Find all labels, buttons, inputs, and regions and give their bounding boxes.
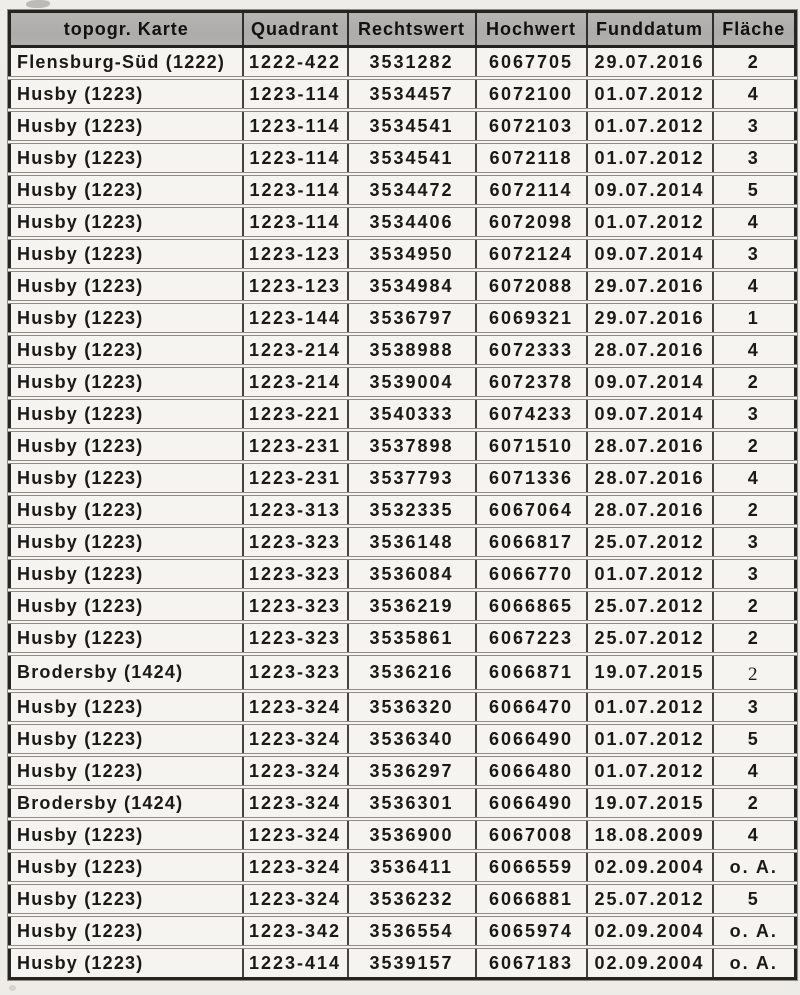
cell-hochwert: 6071510 — [476, 430, 587, 462]
cell-funddatum: 25.07.2012 — [587, 590, 713, 622]
table-row — [10, 398, 796, 430]
cell-funddatum: 09.07.2014 — [587, 398, 713, 430]
cell-rechtswert: 3537898 — [348, 430, 476, 462]
cell-quadrant: 1223-114 — [243, 174, 348, 206]
cell-funddatum: 01.07.2012 — [587, 558, 713, 590]
cell-flaeche: 2 — [713, 47, 796, 79]
cell-rechtswert: 3539157 — [348, 947, 476, 979]
cell-hochwert: 6072378 — [476, 366, 587, 398]
cell-rechtswert: 3536216 — [348, 654, 476, 691]
cell-quadrant: 1223-123 — [243, 270, 348, 302]
cell-funddatum: 25.07.2012 — [587, 883, 713, 915]
cell-flaeche: 3 — [713, 110, 796, 142]
table-row — [10, 883, 796, 915]
cell-hochwert: 6072098 — [476, 206, 587, 238]
cell-rechtswert: 3536297 — [348, 755, 476, 787]
cell-flaeche: 3 — [713, 526, 796, 558]
cell-quadrant: 1223-323 — [243, 526, 348, 558]
cell-rechtswert: 3536411 — [348, 851, 476, 883]
cell-topogr-karte: Husby (1223) — [10, 430, 243, 462]
cell-funddatum: 25.07.2012 — [587, 622, 713, 654]
cell-topogr-karte: Husby (1223) — [10, 590, 243, 622]
cell-funddatum: 29.07.2016 — [587, 47, 713, 79]
table-body — [10, 47, 796, 979]
cell-funddatum: 01.07.2012 — [587, 206, 713, 238]
cell-hochwert: 6066490 — [476, 787, 587, 819]
cell-flaeche: 2 — [713, 494, 796, 526]
cell-funddatum: 19.07.2015 — [587, 787, 713, 819]
cell-topogr-karte: Husby (1223) — [10, 558, 243, 590]
table-row — [10, 430, 796, 462]
cell-topogr-karte: Husby (1223) — [10, 526, 243, 558]
cell-funddatum: 01.07.2012 — [587, 723, 713, 755]
cell-quadrant: 1223-231 — [243, 462, 348, 494]
cell-quadrant: 1223-323 — [243, 622, 348, 654]
cell-quadrant: 1223-123 — [243, 238, 348, 270]
cell-flaeche: 4 — [713, 462, 796, 494]
cell-quadrant: 1223-324 — [243, 851, 348, 883]
cell-flaeche: 4 — [713, 755, 796, 787]
cell-rechtswert: 3534457 — [348, 78, 476, 110]
cell-hochwert: 6067064 — [476, 494, 587, 526]
cell-topogr-karte: Husby (1223) — [10, 915, 243, 947]
table-row — [10, 947, 796, 979]
cell-hochwert: 6069321 — [476, 302, 587, 334]
cell-funddatum: 02.09.2004 — [587, 851, 713, 883]
cell-hochwert: 6072333 — [476, 334, 587, 366]
cell-funddatum: 09.07.2014 — [587, 174, 713, 206]
cell-topogr-karte: Husby (1223) — [10, 691, 243, 723]
column-header-topogr-karte: topogr. Karte — [10, 12, 243, 47]
cell-quadrant: 1223-214 — [243, 366, 348, 398]
cell-topogr-karte: Brodersby (1424) — [10, 654, 243, 691]
column-header-quadrant: Quadrant — [243, 12, 348, 47]
cell-topogr-karte: Husby (1223) — [10, 947, 243, 979]
table-row — [10, 691, 796, 723]
cell-topogr-karte: Husby (1223) — [10, 142, 243, 174]
table-row — [10, 851, 796, 883]
table-row — [10, 915, 796, 947]
cell-rechtswert: 3534950 — [348, 238, 476, 270]
cell-rechtswert: 3532335 — [348, 494, 476, 526]
table-row — [10, 366, 796, 398]
cell-rechtswert: 3536219 — [348, 590, 476, 622]
cell-topogr-karte: Brodersby (1424) — [10, 787, 243, 819]
cell-rechtswert: 3539004 — [348, 366, 476, 398]
cell-flaeche: 5 — [713, 174, 796, 206]
cell-hochwert: 6066559 — [476, 851, 587, 883]
cell-flaeche: 4 — [713, 334, 796, 366]
table-row — [10, 174, 796, 206]
cell-hochwert: 6066490 — [476, 723, 587, 755]
table-row — [10, 558, 796, 590]
cell-quadrant: 1223-324 — [243, 723, 348, 755]
cell-flaeche: 4 — [713, 78, 796, 110]
column-header-funddatum: Funddatum — [587, 12, 713, 47]
cell-flaeche: o. A. — [713, 947, 796, 979]
column-header-hochwert: Hochwert — [476, 12, 587, 47]
cell-rechtswert: 3531282 — [348, 47, 476, 79]
table-row — [10, 78, 796, 110]
cell-hochwert: 6074233 — [476, 398, 587, 430]
cell-rechtswert: 3536320 — [348, 691, 476, 723]
cell-quadrant: 1223-114 — [243, 206, 348, 238]
cell-funddatum: 01.07.2012 — [587, 142, 713, 174]
cell-flaeche: 2 — [713, 366, 796, 398]
cell-hochwert: 6065974 — [476, 915, 587, 947]
cell-hochwert: 6066871 — [476, 654, 587, 691]
cell-funddatum: 29.07.2016 — [587, 270, 713, 302]
cell-rechtswert: 3534541 — [348, 110, 476, 142]
table-row — [10, 590, 796, 622]
cell-topogr-karte: Husby (1223) — [10, 110, 243, 142]
cell-hochwert: 6066865 — [476, 590, 587, 622]
cell-quadrant: 1223-324 — [243, 755, 348, 787]
cell-quadrant: 1223-231 — [243, 430, 348, 462]
cell-hochwert: 6067705 — [476, 47, 587, 79]
cell-funddatum: 28.07.2016 — [587, 462, 713, 494]
cell-quadrant: 1223-114 — [243, 142, 348, 174]
cell-funddatum: 29.07.2016 — [587, 302, 713, 334]
cell-hochwert: 6067223 — [476, 622, 587, 654]
cell-funddatum: 02.09.2004 — [587, 947, 713, 979]
table-row — [10, 787, 796, 819]
table-row — [10, 142, 796, 174]
cell-funddatum: 01.07.2012 — [587, 755, 713, 787]
cell-topogr-karte: Husby (1223) — [10, 755, 243, 787]
cell-topogr-karte: Husby (1223) — [10, 334, 243, 366]
cell-funddatum: 02.09.2004 — [587, 915, 713, 947]
cell-hochwert: 6066770 — [476, 558, 587, 590]
cell-flaeche: 3 — [713, 558, 796, 590]
cell-flaeche: 2 — [713, 787, 796, 819]
cell-topogr-karte: Husby (1223) — [10, 302, 243, 334]
cell-quadrant: 1223-414 — [243, 947, 348, 979]
cell-flaeche: 3 — [713, 142, 796, 174]
cell-topogr-karte: Husby (1223) — [10, 883, 243, 915]
cell-topogr-karte: Husby (1223) — [10, 622, 243, 654]
cell-quadrant: 1223-144 — [243, 302, 348, 334]
cell-funddatum: 28.07.2016 — [587, 494, 713, 526]
cell-rechtswert: 3536554 — [348, 915, 476, 947]
cell-flaeche: 1 — [713, 302, 796, 334]
table-row — [10, 526, 796, 558]
cell-quadrant: 1223-323 — [243, 590, 348, 622]
cell-topogr-karte: Husby (1223) — [10, 238, 243, 270]
cell-rechtswert: 3534984 — [348, 270, 476, 302]
table-row — [10, 654, 796, 691]
cell-rechtswert: 3536900 — [348, 819, 476, 851]
scan-artifact-mark — [9, 985, 16, 991]
cell-hochwert: 6067008 — [476, 819, 587, 851]
cell-rechtswert: 3536797 — [348, 302, 476, 334]
cell-rechtswert: 3538988 — [348, 334, 476, 366]
table-row — [10, 755, 796, 787]
table-row — [10, 206, 796, 238]
table-row — [10, 302, 796, 334]
cell-hochwert: 6072103 — [476, 110, 587, 142]
cell-hochwert: 6066480 — [476, 755, 587, 787]
cell-rechtswert: 3537793 — [348, 462, 476, 494]
cell-hochwert: 6072118 — [476, 142, 587, 174]
cell-flaeche: 5 — [713, 723, 796, 755]
cell-rechtswert: 3534472 — [348, 174, 476, 206]
cell-funddatum: 09.07.2014 — [587, 366, 713, 398]
cell-topogr-karte: Husby (1223) — [10, 462, 243, 494]
cell-flaeche: 4 — [713, 819, 796, 851]
cell-flaeche: 2 — [713, 622, 796, 654]
cell-quadrant: 1223-324 — [243, 787, 348, 819]
cell-funddatum: 09.07.2014 — [587, 238, 713, 270]
table-row — [10, 622, 796, 654]
cell-funddatum: 01.07.2012 — [587, 691, 713, 723]
cell-rechtswert: 3534406 — [348, 206, 476, 238]
table-row — [10, 819, 796, 851]
cell-rechtswert: 3536084 — [348, 558, 476, 590]
cell-quadrant: 1223-313 — [243, 494, 348, 526]
table-row — [10, 723, 796, 755]
cell-hochwert: 6071336 — [476, 462, 587, 494]
table-row — [10, 462, 796, 494]
cell-funddatum: 01.07.2012 — [587, 78, 713, 110]
table-row — [10, 47, 796, 79]
cell-hochwert: 6072088 — [476, 270, 587, 302]
find-records-table — [8, 10, 797, 980]
cell-flaeche: 2 — [713, 654, 796, 691]
cell-quadrant: 1223-323 — [243, 558, 348, 590]
cell-funddatum: 19.07.2015 — [587, 654, 713, 691]
cell-topogr-karte: Husby (1223) — [10, 398, 243, 430]
cell-hochwert: 6066881 — [476, 883, 587, 915]
table-row — [10, 110, 796, 142]
cell-funddatum: 01.07.2012 — [587, 110, 713, 142]
cell-quadrant: 1222-422 — [243, 47, 348, 79]
cell-quadrant: 1223-221 — [243, 398, 348, 430]
column-header-flaeche: Fläche — [713, 12, 796, 47]
cell-funddatum: 25.07.2012 — [587, 526, 713, 558]
cell-funddatum: 28.07.2016 — [587, 334, 713, 366]
cell-hochwert: 6072124 — [476, 238, 587, 270]
cell-flaeche: 4 — [713, 270, 796, 302]
cell-rechtswert: 3540333 — [348, 398, 476, 430]
cell-quadrant: 1223-342 — [243, 915, 348, 947]
cell-flaeche: o. A. — [713, 851, 796, 883]
cell-funddatum: 28.07.2016 — [587, 430, 713, 462]
cell-quadrant: 1223-114 — [243, 78, 348, 110]
cell-rechtswert: 3536301 — [348, 787, 476, 819]
table-row — [10, 494, 796, 526]
cell-quadrant: 1223-324 — [243, 819, 348, 851]
cell-topogr-karte: Husby (1223) — [10, 851, 243, 883]
cell-flaeche: o. A. — [713, 915, 796, 947]
table-row — [10, 270, 796, 302]
cell-topogr-karte: Husby (1223) — [10, 366, 243, 398]
cell-topogr-karte: Husby (1223) — [10, 819, 243, 851]
cell-quadrant: 1223-114 — [243, 110, 348, 142]
cell-topogr-karte: Husby (1223) — [10, 270, 243, 302]
cell-quadrant: 1223-323 — [243, 654, 348, 691]
cell-topogr-karte: Husby (1223) — [10, 206, 243, 238]
cell-quadrant: 1223-214 — [243, 334, 348, 366]
table-row — [10, 334, 796, 366]
cell-funddatum: 18.08.2009 — [587, 819, 713, 851]
cell-topogr-karte: Husby (1223) — [10, 723, 243, 755]
cell-flaeche: 5 — [713, 883, 796, 915]
cell-flaeche: 3 — [713, 691, 796, 723]
cell-rechtswert: 3536340 — [348, 723, 476, 755]
cell-topogr-karte: Husby (1223) — [10, 494, 243, 526]
cell-hochwert: 6066470 — [476, 691, 587, 723]
cell-quadrant: 1223-324 — [243, 883, 348, 915]
cell-quadrant: 1223-324 — [243, 691, 348, 723]
table-header-row — [10, 12, 796, 47]
cell-hochwert: 6072114 — [476, 174, 587, 206]
column-header-rechtswert: Rechtswert — [348, 12, 476, 47]
cell-topogr-karte: Flensburg-Süd (1222) — [10, 47, 243, 79]
cell-flaeche: 2 — [713, 430, 796, 462]
cell-flaeche: 3 — [713, 238, 796, 270]
scan-artifact-smudge — [26, 0, 50, 8]
cell-rechtswert: 3535861 — [348, 622, 476, 654]
cell-hochwert: 6067183 — [476, 947, 587, 979]
table-row — [10, 238, 796, 270]
cell-rechtswert: 3536232 — [348, 883, 476, 915]
cell-hochwert: 6072100 — [476, 78, 587, 110]
cell-topogr-karte: Husby (1223) — [10, 78, 243, 110]
cell-flaeche: 2 — [713, 590, 796, 622]
cell-rechtswert: 3536148 — [348, 526, 476, 558]
cell-flaeche: 3 — [713, 398, 796, 430]
cell-flaeche: 4 — [713, 206, 796, 238]
cell-hochwert: 6066817 — [476, 526, 587, 558]
cell-rechtswert: 3534541 — [348, 142, 476, 174]
cell-topogr-karte: Husby (1223) — [10, 174, 243, 206]
